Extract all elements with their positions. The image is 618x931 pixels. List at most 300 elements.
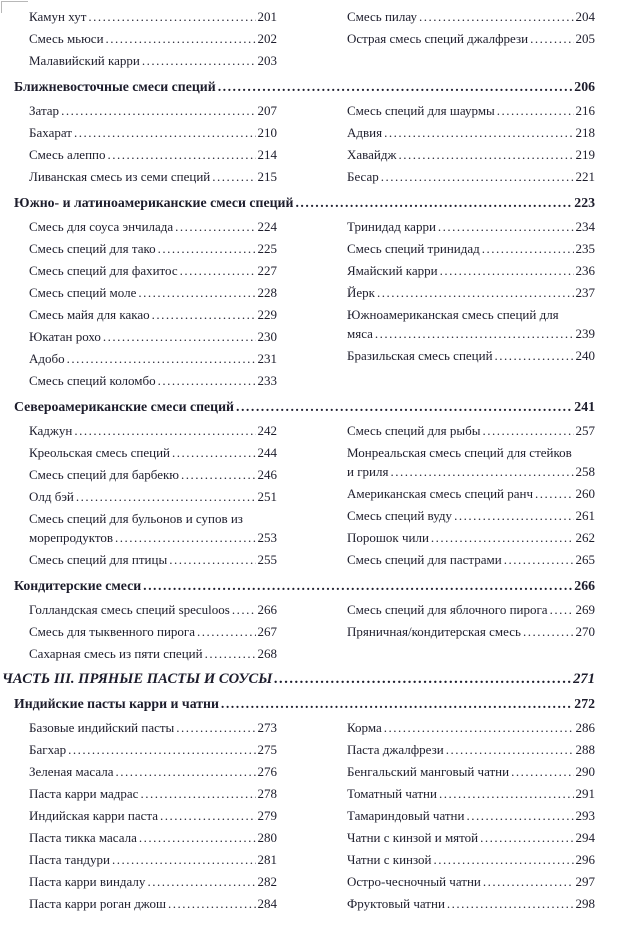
toc-entry[interactable]: [347, 872, 595, 891]
dot-leader: [390, 462, 573, 481]
toc-entry-label: Смесь специй для яблочного пирога: [347, 602, 548, 617]
toc-entry-row: [347, 239, 595, 258]
toc-entry-label: Фруктовый чатни: [347, 896, 445, 911]
toc-entry-row: [347, 622, 595, 641]
toc-entry-label: Корма: [347, 720, 382, 735]
toc-entry-row: [29, 465, 277, 484]
page-number: 279: [257, 808, 277, 823]
toc-entry-row: [347, 506, 595, 525]
toc-entry-label: Бразильская смесь специй: [347, 348, 493, 363]
toc-entry-row: [347, 167, 595, 186]
toc-entry-row: [29, 421, 277, 440]
page-number: 294: [575, 830, 595, 845]
toc-entry-label: Креольская смесь специй: [29, 445, 170, 460]
toc-entry[interactable]: [347, 850, 595, 869]
dot-leader: [236, 397, 572, 416]
toc-entry[interactable]: [29, 145, 277, 164]
toc-entry[interactable]: [347, 421, 595, 440]
dot-leader: [381, 167, 574, 186]
toc-entry[interactable]: [29, 51, 277, 70]
toc-entry-label: Юкатан рохо: [29, 329, 101, 344]
toc-entry-row: [29, 600, 277, 619]
toc-entry-row: [29, 806, 277, 825]
page-number: 272: [574, 696, 595, 711]
dot-leader: [143, 576, 572, 595]
toc-entry[interactable]: [347, 806, 595, 825]
page-number: 286: [575, 720, 595, 735]
page-number: 241: [574, 399, 595, 414]
page-number: 244: [257, 445, 277, 460]
page-number: 266: [574, 578, 595, 593]
toc-section-heading[interactable]: [14, 77, 595, 96]
page-number: 296: [575, 852, 595, 867]
toc-entry-label: и гриля: [347, 464, 389, 479]
toc-entry-row: [347, 29, 595, 48]
dot-leader: [197, 622, 255, 641]
page-number: 236: [575, 263, 595, 278]
toc-entry-row: [347, 828, 595, 847]
dot-leader: [88, 7, 255, 26]
toc-entry-label: Смесь алеппо: [29, 147, 106, 162]
page-number: 266: [257, 602, 277, 617]
toc-heading-label: ЧАСТЬ III. ПРЯНЫЕ ПАСТЫ И СОУСЫ: [2, 671, 273, 687]
toc-entry-label: Паста карри виндалу: [29, 874, 146, 889]
page-number: 227: [257, 263, 277, 278]
page-number: 273: [257, 720, 277, 735]
toc-entry-row: [29, 123, 277, 142]
toc-entry[interactable]: [29, 101, 277, 120]
toc-entry-row: [29, 51, 277, 70]
dot-leader: [550, 600, 574, 619]
toc-entry-row: [29, 740, 277, 759]
toc-entry-label: Адвия: [347, 125, 383, 140]
toc-entry[interactable]: [29, 239, 277, 258]
toc-entry-row: [347, 462, 595, 481]
page-number: 290: [575, 764, 595, 779]
dot-leader: [139, 828, 256, 847]
toc-entry[interactable]: [347, 762, 595, 781]
toc-columns-row: [29, 217, 595, 393]
toc-entry[interactable]: [29, 740, 277, 759]
dot-leader: [221, 694, 572, 713]
toc-entry-label: Ямайский карри: [347, 263, 438, 278]
toc-entry-label: Бахарат: [29, 125, 72, 140]
page-number: 235: [575, 241, 595, 256]
toc-entry-label: Порошок чили: [347, 530, 429, 545]
toc-columns-row: [29, 421, 595, 572]
toc-content: [0, 7, 618, 916]
toc-column-left: [29, 217, 277, 393]
toc-entry-label: Томатный чатни: [347, 786, 437, 801]
toc-entry[interactable]: [29, 622, 277, 641]
page-number: 204: [575, 9, 595, 24]
page-number: 228: [257, 285, 277, 300]
toc-entry-label: Смесь пилау: [347, 9, 417, 24]
dot-leader: [504, 550, 574, 569]
toc-entry[interactable]: [347, 443, 595, 481]
page-number: 229: [257, 307, 277, 322]
page-number: 206: [574, 79, 595, 94]
toc-entry-label: Зеленая масала: [29, 764, 114, 779]
dot-leader: [523, 622, 574, 641]
toc-entry-row: [347, 850, 595, 869]
toc-entry[interactable]: [347, 7, 595, 26]
toc-entry-row: [347, 324, 595, 343]
toc-entry-row: [29, 371, 277, 390]
toc-entry-label: Йерк: [347, 285, 375, 300]
toc-heading-label: Ближневосточные смеси специй: [14, 79, 216, 94]
toc-entry[interactable]: [29, 487, 277, 506]
page-number: 239: [575, 326, 595, 341]
toc-entry-row: [347, 894, 595, 913]
toc-entry[interactable]: [29, 806, 277, 825]
dot-leader: [142, 51, 256, 70]
page-number: 268: [257, 646, 277, 661]
dot-leader: [218, 77, 573, 96]
toc-entry-row: [29, 872, 277, 891]
toc-entry[interactable]: [29, 217, 277, 236]
dot-leader: [497, 101, 574, 120]
page-number: 293: [575, 808, 595, 823]
toc-entry[interactable]: [347, 528, 595, 547]
dot-leader: [140, 784, 255, 803]
page-number: 219: [575, 147, 595, 162]
toc-entry-row: [29, 29, 277, 48]
toc-entry-row: [29, 283, 277, 302]
dot-leader: [169, 550, 255, 569]
toc-entry-label: Смесь для тыквенного пирога: [29, 624, 196, 639]
dot-leader: [482, 239, 574, 258]
toc-columns-row: [29, 718, 595, 916]
toc-entry[interactable]: [29, 644, 277, 663]
toc-entry[interactable]: [347, 740, 595, 759]
toc-entry-row: [29, 7, 277, 26]
dot-leader: [447, 894, 574, 913]
toc-entry-label: Смесь майя для какао: [29, 307, 150, 322]
toc-entry-row: [29, 239, 277, 258]
toc-entry[interactable]: [347, 718, 595, 737]
toc-entry-label: Смесь специй для фахитос: [29, 263, 178, 278]
toc-entry-label: Тамариндовый чатни: [347, 808, 465, 823]
toc-entry-row: [29, 784, 277, 803]
dot-leader: [106, 29, 256, 48]
toc-entry[interactable]: [347, 550, 595, 569]
dot-leader: [67, 349, 256, 368]
page-number: 288: [575, 742, 595, 757]
dot-leader: [112, 850, 256, 869]
toc-entry[interactable]: [347, 828, 595, 847]
toc-entry[interactable]: [29, 305, 277, 324]
dot-leader: [446, 740, 574, 759]
toc-entry[interactable]: [29, 550, 277, 569]
toc-entry-row: [29, 101, 277, 120]
toc-columns-row: [29, 600, 595, 666]
dot-leader: [103, 327, 256, 346]
page-number: 225: [257, 241, 277, 256]
toc-entry[interactable]: [347, 261, 595, 280]
toc-entry-label: Бенгальский манговый чатни: [347, 764, 510, 779]
toc-heading-label: Кондитерские смеси: [14, 578, 142, 593]
dot-leader: [439, 784, 574, 803]
toc-entry[interactable]: [347, 894, 595, 913]
toc-entry-label: Камун хут: [29, 9, 87, 24]
dot-leader: [74, 123, 256, 142]
toc-entry[interactable]: [347, 217, 595, 236]
toc-entry[interactable]: [29, 167, 277, 186]
toc-entry[interactable]: [347, 506, 595, 525]
toc-entry-label: Смесь специй для барбекю: [29, 467, 180, 482]
toc-entry-label: Смесь специй тринидад: [347, 241, 480, 256]
toc-entry-row: [29, 261, 277, 280]
dot-leader: [76, 487, 256, 506]
toc-entry-row: [347, 872, 595, 891]
page-number: 270: [575, 624, 595, 639]
toc-entry-label: Ливанская смесь из семи специй: [29, 169, 211, 184]
toc-entry[interactable]: [29, 850, 277, 869]
dot-leader: [495, 346, 574, 365]
toc-section-heading[interactable]: [14, 193, 595, 212]
toc-entry-label: Хавайдж: [347, 147, 397, 162]
page-number: 262: [575, 530, 595, 545]
toc-entry[interactable]: [29, 894, 277, 913]
page-number: 231: [257, 351, 277, 366]
toc-column-right: [347, 600, 595, 666]
toc-entry-label: Адобо: [29, 351, 65, 366]
page-number: 221: [575, 169, 595, 184]
toc-entry-row: [347, 762, 595, 781]
dot-leader: [440, 261, 574, 280]
toc-entry[interactable]: [347, 305, 595, 343]
toc-entry[interactable]: [29, 784, 277, 803]
toc-entry-label: Смесь специй для птицы: [29, 552, 168, 567]
dot-leader: [535, 484, 574, 503]
toc-entry-label: Сахарная смесь из пяти специй: [29, 646, 203, 661]
page-number: 275: [257, 742, 277, 757]
toc-entry-row: [347, 261, 595, 280]
toc-entry-row: [29, 487, 277, 506]
toc-entry-row: [347, 740, 595, 759]
toc-entry[interactable]: [29, 29, 277, 48]
page-number: 255: [257, 552, 277, 567]
page-number: 261: [575, 508, 595, 523]
toc-entry-label: Смесь специй для шаурмы: [347, 103, 495, 118]
toc-entry[interactable]: [29, 123, 277, 142]
dot-leader: [180, 261, 256, 280]
dot-leader: [108, 145, 256, 164]
page-number: 223: [574, 195, 595, 210]
toc-entry[interactable]: [29, 465, 277, 484]
toc-column-left: [29, 718, 277, 916]
toc-entry-label: Паста тикка масала: [29, 830, 137, 845]
toc-entry[interactable]: [347, 622, 595, 641]
toc-entry-label: Смесь специй для бульонов и супов из: [29, 511, 243, 526]
toc-entry-label: Паста джалфрези: [347, 742, 444, 757]
toc-column-right: [347, 718, 595, 916]
toc-entry-row: [347, 528, 595, 547]
dot-leader: [158, 371, 256, 390]
page-number: 216: [575, 103, 595, 118]
toc-entry[interactable]: [29, 421, 277, 440]
toc-entry-label: Чатни с кинзой и мятой: [347, 830, 479, 845]
page-number: 230: [257, 329, 277, 344]
dot-leader: [384, 123, 573, 142]
page-number: 280: [257, 830, 277, 845]
toc-entry[interactable]: [29, 283, 277, 302]
dot-leader: [377, 283, 574, 302]
toc-entry[interactable]: [347, 167, 595, 186]
toc-entry[interactable]: [29, 828, 277, 847]
dot-leader: [274, 670, 571, 689]
toc-entry-row: [29, 528, 277, 547]
toc-column-left: [29, 600, 277, 666]
toc-entry[interactable]: [347, 346, 595, 365]
toc-entry-label: морепродуктов: [29, 530, 113, 545]
dot-leader: [466, 806, 573, 825]
toc-heading-label: Североамериканские смеси специй: [14, 399, 235, 414]
page-number: 297: [575, 874, 595, 889]
toc-entry-row: [347, 421, 595, 440]
toc-entry-row: [29, 718, 277, 737]
toc-entry-label: Острая смесь специй джалфрези: [347, 31, 529, 46]
toc-part-heading[interactable]: [2, 670, 595, 689]
toc-entry[interactable]: [29, 261, 277, 280]
toc-entry-row: [347, 718, 595, 737]
page-number: 269: [575, 602, 595, 617]
toc-entry-row: [347, 600, 595, 619]
page-number: 258: [575, 464, 595, 479]
toc-entry[interactable]: [347, 784, 595, 803]
toc-entry-row: [29, 550, 277, 569]
dot-leader: [454, 506, 573, 525]
page-number: 224: [257, 219, 277, 234]
page-number: 276: [257, 764, 277, 779]
dot-leader: [160, 806, 256, 825]
dot-leader: [232, 600, 256, 619]
dot-leader: [115, 762, 255, 781]
toc-entry-label: Смесь специй вуду: [347, 508, 453, 523]
page-number: 251: [257, 489, 277, 504]
dot-leader: [375, 324, 574, 343]
toc-column-left: [29, 101, 277, 189]
toc-entry[interactable]: [29, 327, 277, 346]
toc-entry[interactable]: [347, 484, 595, 503]
dot-leader: [152, 305, 256, 324]
toc-entry-label: мяса: [347, 326, 373, 341]
toc-entry-label: Монреальская смесь специй для стейков: [347, 445, 572, 460]
toc-entry[interactable]: [29, 7, 277, 26]
dot-leader: [147, 872, 255, 891]
toc-column-right: [347, 7, 595, 73]
toc-entry[interactable]: [29, 443, 277, 462]
toc-entry-row: [347, 484, 595, 503]
toc-entry-row: [347, 217, 595, 236]
toc-entry-row: [347, 123, 595, 142]
dot-leader: [212, 167, 255, 186]
page-number: 202: [257, 31, 277, 46]
page-number: 253: [257, 530, 277, 545]
toc-entry-row: [29, 850, 277, 869]
toc-entry-row: [347, 283, 595, 302]
toc-entry[interactable]: [29, 762, 277, 781]
toc-section-heading[interactable]: [14, 694, 595, 713]
toc-entry-label: Смесь специй для пастрами: [347, 552, 502, 567]
dot-leader: [172, 443, 256, 462]
toc-entry[interactable]: [347, 29, 595, 48]
page-number: 214: [257, 147, 277, 162]
toc-entry[interactable]: [29, 718, 277, 737]
toc-entry-row: [29, 217, 277, 236]
page-number: 215: [257, 169, 277, 184]
toc-entry-row: [29, 443, 277, 462]
toc-entry[interactable]: [347, 600, 595, 619]
page-number: 234: [575, 219, 595, 234]
toc-entry[interactable]: [29, 872, 277, 891]
dot-leader: [431, 528, 574, 547]
toc-entry-label: Чатни с кинзой: [347, 852, 432, 867]
dot-leader: [384, 718, 574, 737]
toc-entry[interactable]: [347, 283, 595, 302]
toc-entry[interactable]: [29, 349, 277, 368]
dot-leader: [74, 421, 255, 440]
toc-entry-label: Паста тандури: [29, 852, 110, 867]
page-border-artifact: [1, 1, 28, 13]
dot-leader: [205, 644, 256, 663]
toc-entry[interactable]: [29, 600, 277, 619]
page-number: 240: [575, 348, 595, 363]
toc-section-heading[interactable]: [14, 397, 595, 416]
toc-entry[interactable]: [347, 123, 595, 142]
toc-entry-label: Паста карри мадрас: [29, 786, 139, 801]
toc-entry-row: [347, 784, 595, 803]
toc-entry[interactable]: [29, 371, 277, 390]
toc-column-right: [347, 101, 595, 189]
toc-entry-label: Бесар: [347, 169, 379, 184]
toc-column-right: [347, 217, 595, 393]
toc-entry-row: [29, 644, 277, 663]
dot-leader: [482, 421, 573, 440]
toc-entry-label: Пряничная/кондитерская смесь: [347, 624, 521, 639]
toc-entry-row: [29, 828, 277, 847]
page-number: 278: [257, 786, 277, 801]
toc-section-heading[interactable]: [14, 576, 595, 595]
page-number: 246: [257, 467, 277, 482]
page-number: 237: [575, 285, 595, 300]
toc-entry-label: Малавийский карри: [29, 53, 140, 68]
toc-entry[interactable]: [347, 145, 595, 164]
toc-entry-label: Смесь специй коломбо: [29, 373, 156, 388]
dot-leader: [158, 239, 256, 258]
toc-entry[interactable]: [347, 239, 595, 258]
dot-leader: [419, 7, 574, 26]
page-number: 265: [575, 552, 595, 567]
toc-entry-row: [347, 346, 595, 365]
toc-entry[interactable]: [347, 101, 595, 120]
dot-leader: [483, 872, 574, 891]
toc-entry-row: [29, 762, 277, 781]
toc-entry-label: Тринидад карри: [347, 219, 436, 234]
toc-heading-label: Южно- и латиноамериканские смеси специй: [14, 195, 294, 210]
dot-leader: [295, 193, 572, 212]
page-number: 281: [257, 852, 277, 867]
toc-entry-row: [347, 806, 595, 825]
dot-leader: [438, 217, 574, 236]
toc-entry-row: [347, 145, 595, 164]
toc-entry[interactable]: [29, 509, 277, 547]
page-number: 271: [573, 671, 595, 687]
page-number: 210: [257, 125, 277, 140]
toc-entry-row: [29, 305, 277, 324]
page-number: 203: [257, 53, 277, 68]
